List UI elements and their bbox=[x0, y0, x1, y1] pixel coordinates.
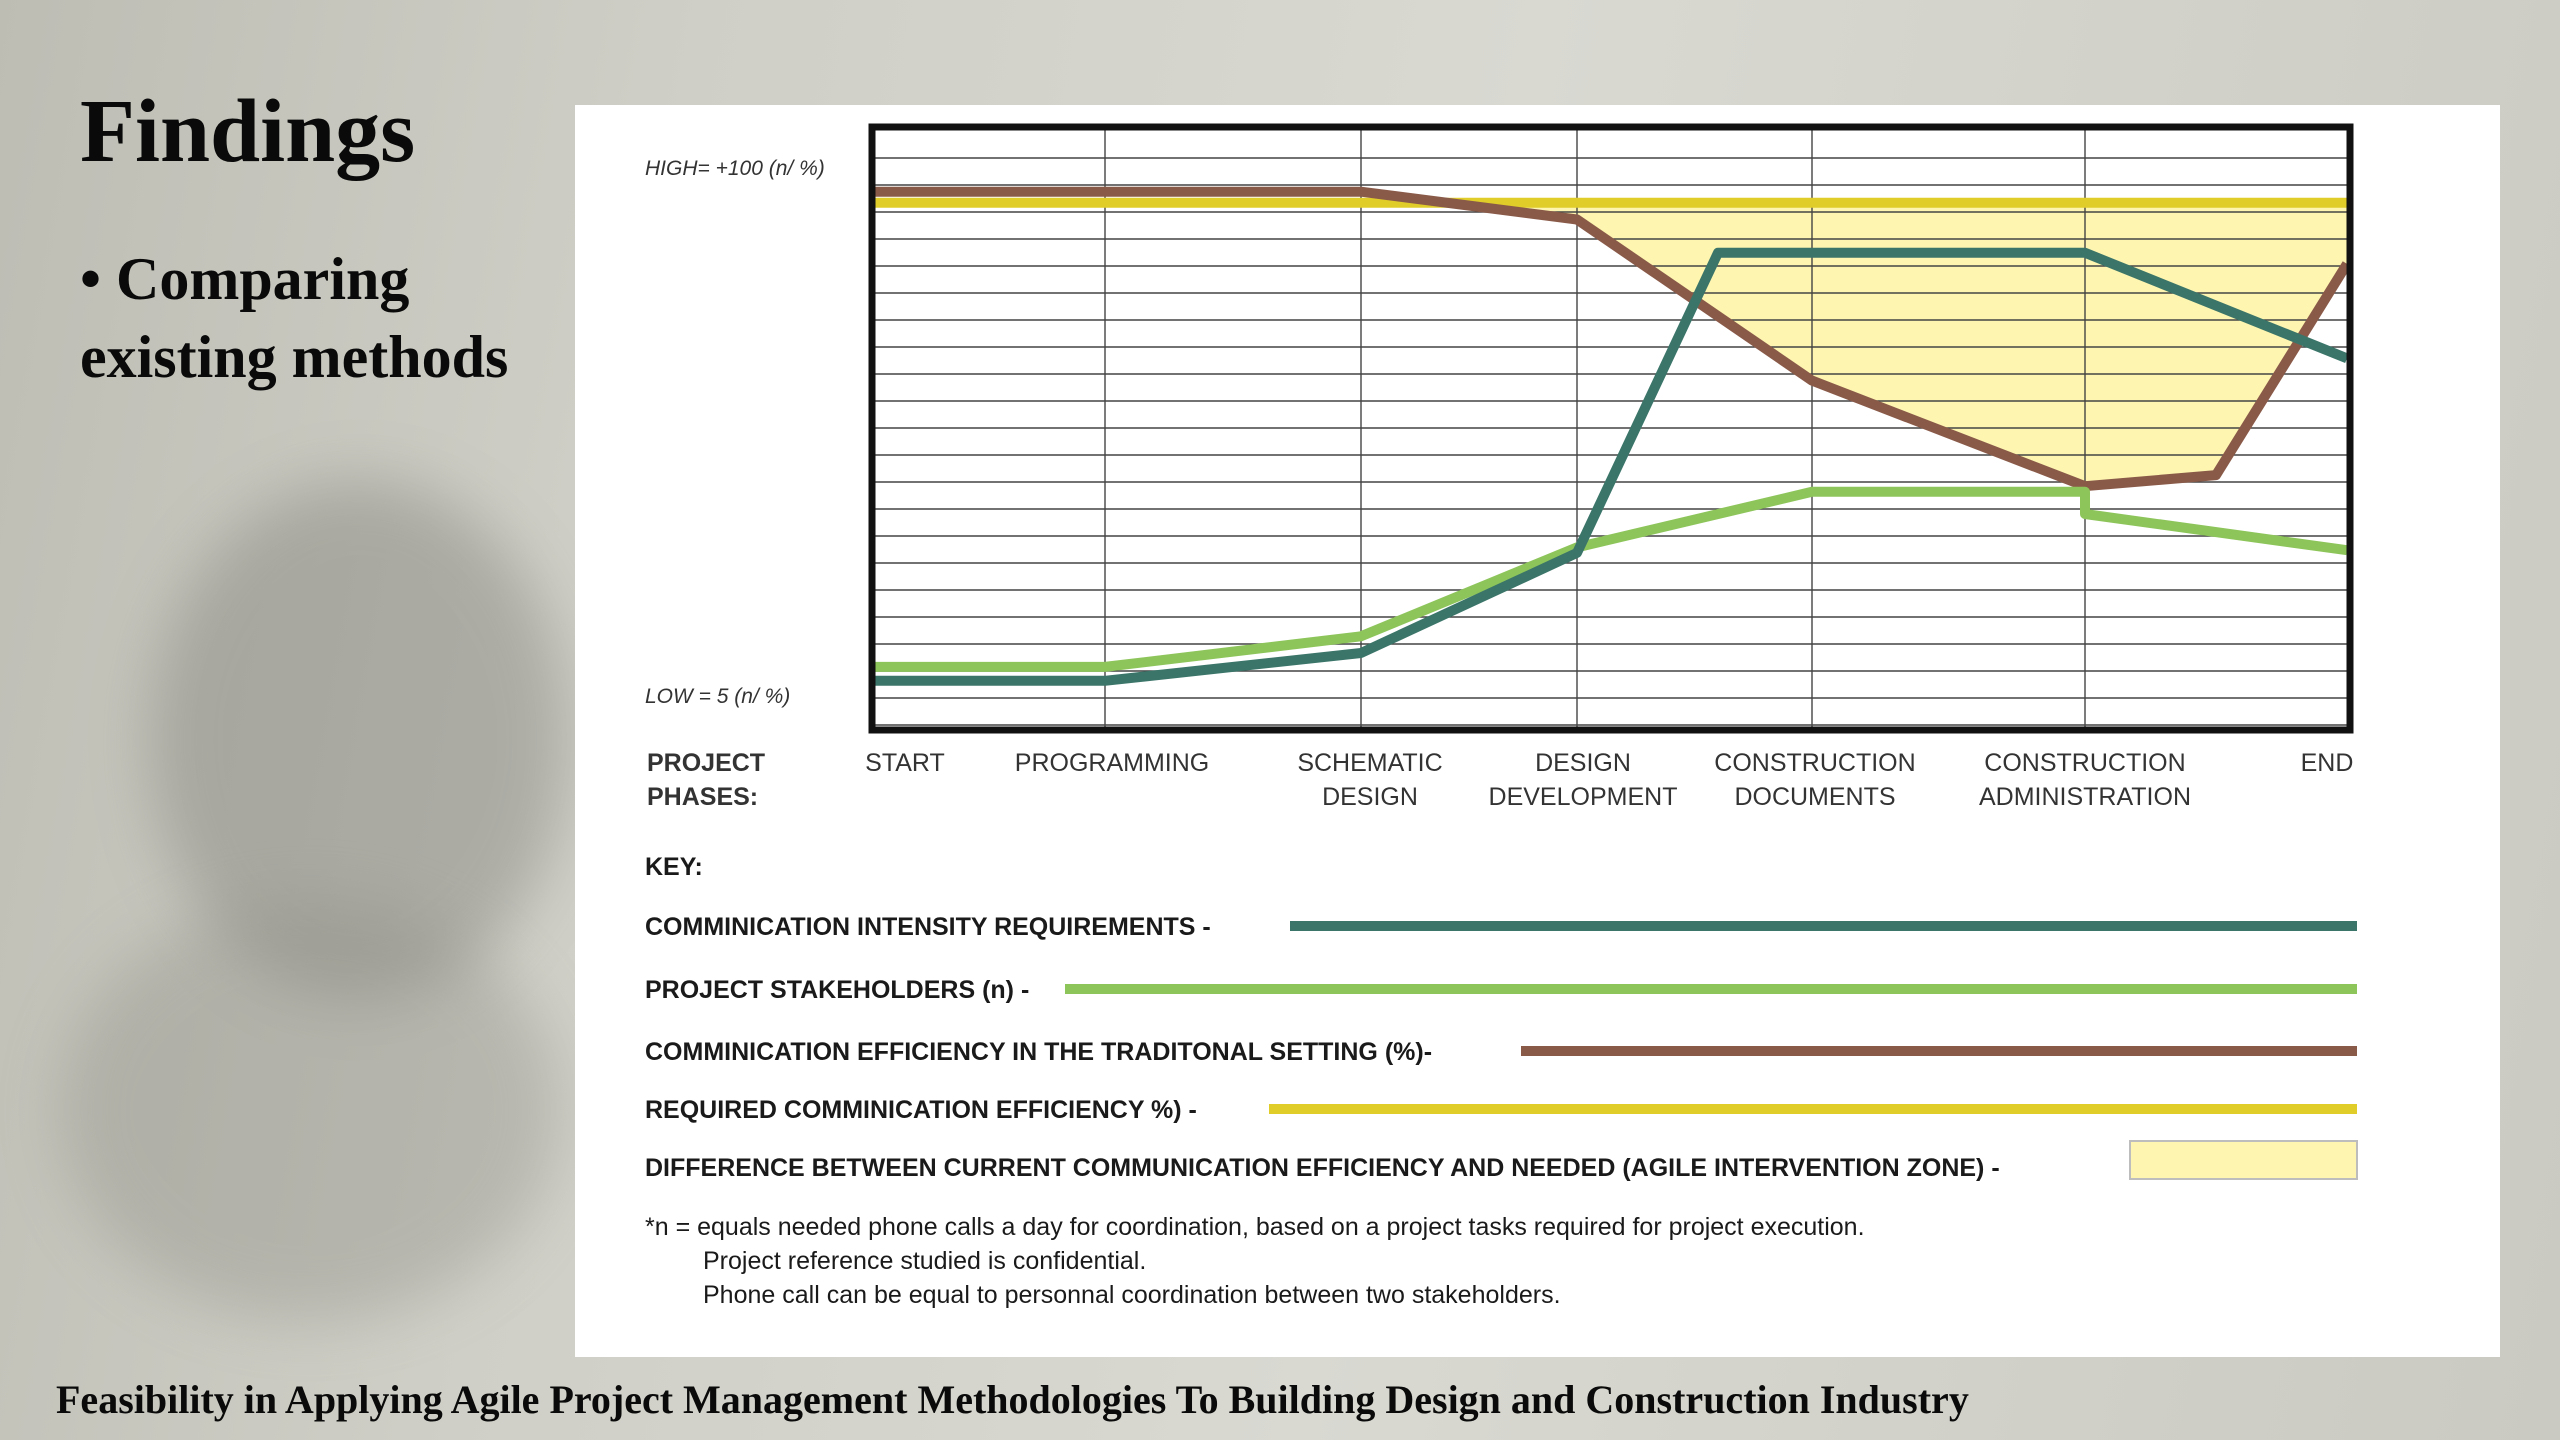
x-tick-label-line: DEVELOPMENT bbox=[1488, 783, 1678, 811]
background-blur-shape bbox=[60, 900, 560, 1320]
x-tick-label-line: DESIGN bbox=[1535, 749, 1631, 777]
x-tick-label-line: PROGRAMMING bbox=[1014, 749, 1210, 777]
x-tick-label bbox=[1714, 749, 1915, 811]
footnote: Project reference studied is confidential. bbox=[703, 1247, 1147, 1275]
x-tick-label bbox=[865, 749, 945, 777]
chart bbox=[575, 105, 2500, 1357]
y-label-low: LOW = 5 (n/ %) bbox=[645, 685, 791, 708]
footnote: *n = equals needed phone calls a day for coordination, based on a project tasks required for project execution. bbox=[645, 1213, 1865, 1241]
slide-title: Findings bbox=[80, 82, 416, 181]
legend-label: COMMINICATION INTENSITY REQUIREMENTS - bbox=[645, 913, 1211, 941]
x-tick-label bbox=[1015, 749, 1209, 777]
legend-label: REQUIRED COMMINICATION EFFICIENCY %) - bbox=[645, 1096, 1197, 1124]
legend-label: DIFFERENCE BETWEEN CURRENT COMMUNICATION EFFICIENCY AND NEEDED (AGILE INTERVENTION ZONE) - bbox=[645, 1154, 2000, 1182]
x-tick-label bbox=[1489, 749, 1678, 811]
key-title: KEY: bbox=[645, 853, 703, 881]
x-axis bbox=[647, 749, 2353, 811]
legend-label: PROJECT STAKEHOLDERS (n) - bbox=[645, 976, 1030, 1004]
slide-bullet: • Comparing existing methods bbox=[80, 246, 509, 390]
legend-label: COMMINICATION EFFICIENCY IN THE TRADITONAL SETTING (%)- bbox=[645, 1038, 1433, 1066]
legend bbox=[645, 853, 2357, 1182]
x-tick-label-line: ADMINISTRATION bbox=[1978, 783, 2192, 811]
x-axis-title-line: PHASES: bbox=[647, 783, 759, 811]
footnote: Phone call can be equal to personnal coordination between two stakeholders. bbox=[703, 1281, 1561, 1309]
y-label-high: HIGH= +100 (n/ %) bbox=[645, 157, 825, 180]
footnotes bbox=[645, 1213, 1865, 1309]
x-tick-label bbox=[1297, 749, 1442, 811]
x-axis-title bbox=[647, 749, 772, 811]
x-axis-title-line: PROJECT bbox=[647, 749, 766, 777]
x-tick-label-line: CONSTRUCTION bbox=[1984, 749, 2186, 777]
legend-swatch-zone bbox=[2130, 1141, 2357, 1179]
x-tick-label-line: START bbox=[865, 749, 945, 777]
x-tick-label-line: SCHEMATIC bbox=[1297, 749, 1443, 777]
x-tick-label bbox=[1979, 749, 2191, 811]
x-tick-label bbox=[2301, 749, 2354, 777]
x-tick-label-line: DESIGN bbox=[1322, 783, 1418, 811]
footer-text: Feasibility in Applying Agile Project Management Methodologies To Building Design and Construction Industry bbox=[56, 1377, 1969, 1422]
chart-panel bbox=[575, 105, 2500, 1357]
x-tick-label-line: DOCUMENTS bbox=[1734, 783, 1896, 811]
x-tick-label-line: END bbox=[2300, 749, 2354, 777]
x-tick-label-line: CONSTRUCTION bbox=[1714, 749, 1916, 777]
